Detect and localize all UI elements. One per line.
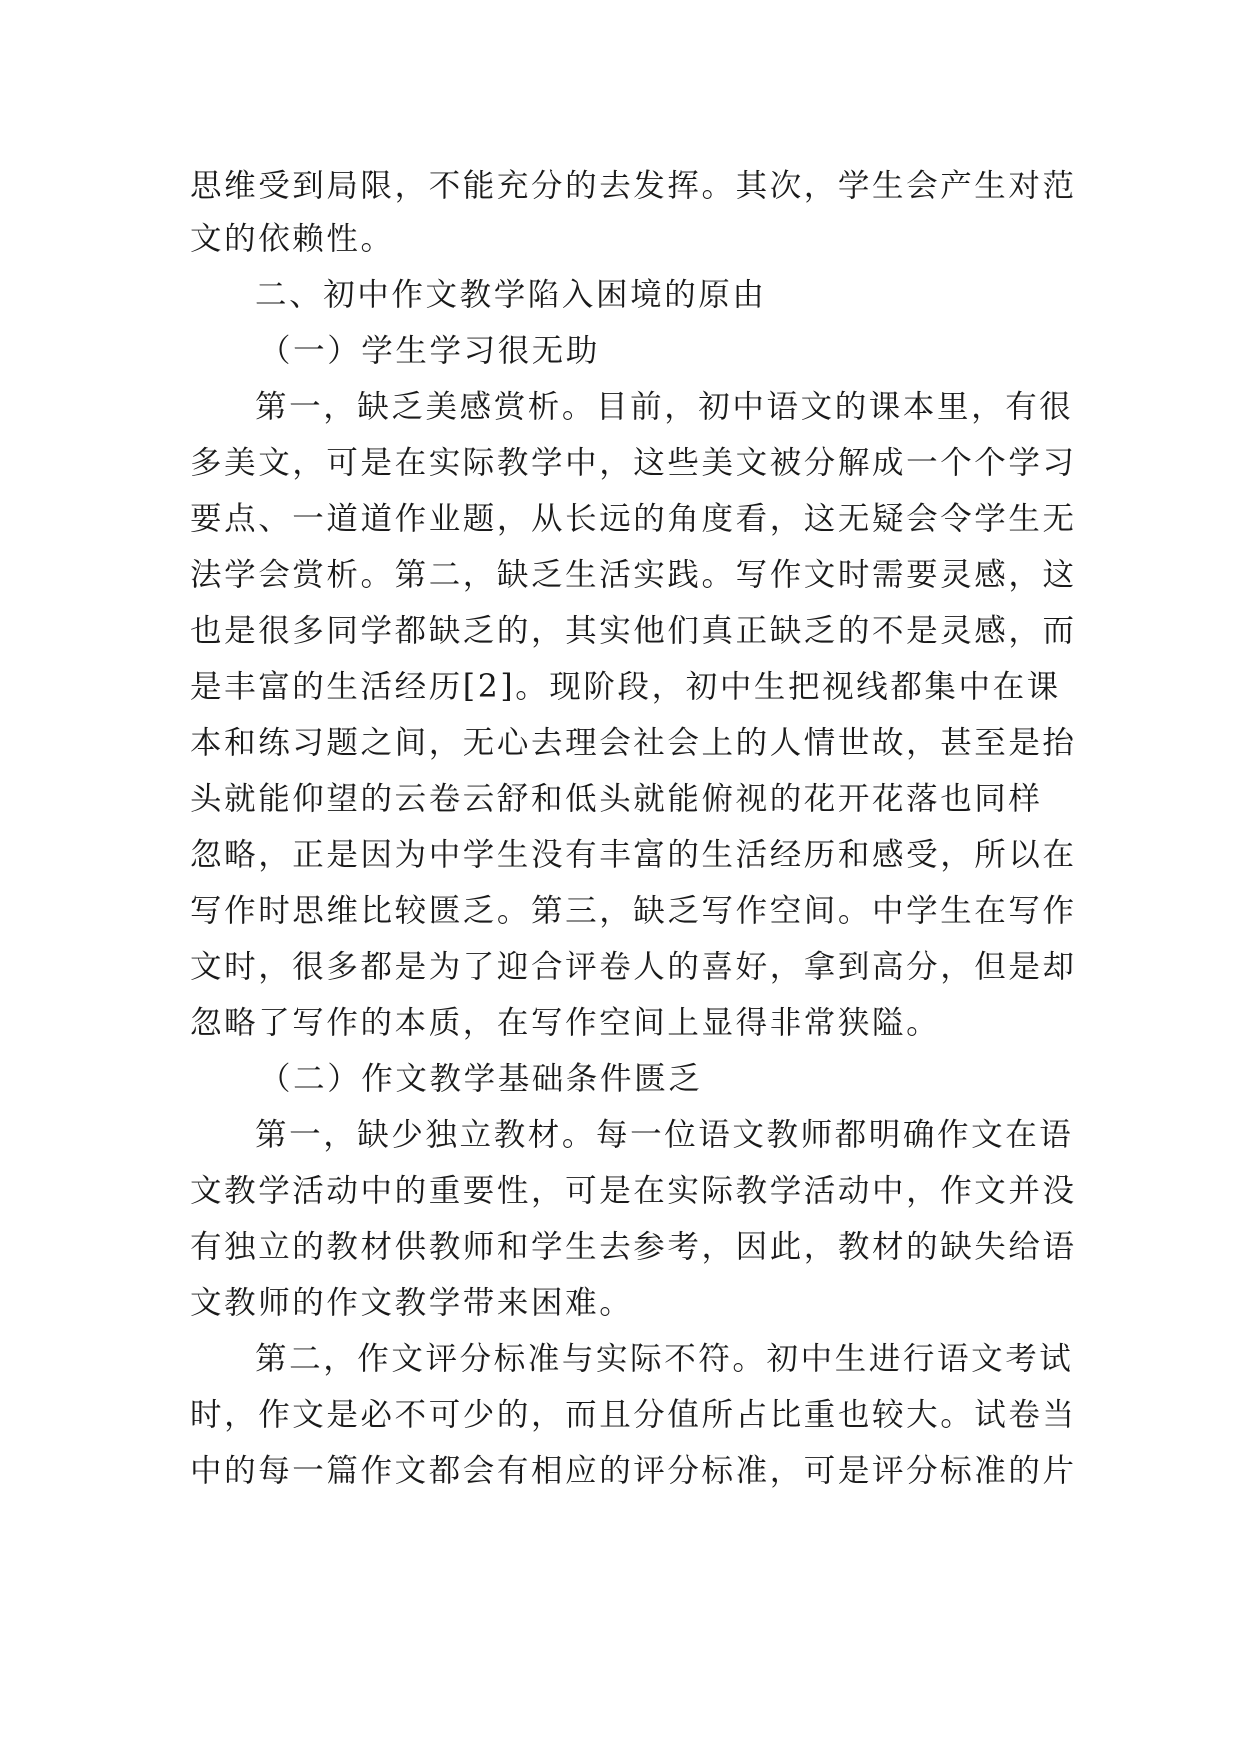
text-line: 法学会赏析。第二，缺乏生活实践。写作文时需要灵感，这 [190, 557, 1077, 593]
text-line: 多美文，可是在实际教学中，这些美文被分解成一个个学习 [190, 445, 1077, 481]
text-line: 写作时思维比较匮乏。第三，缺乏写作空间。中学生在写作 [190, 893, 1077, 929]
text-line: 是丰富的生活经历[2]。现阶段，初中生把视线都集中在课 [190, 669, 1061, 705]
text-line: 思维受到局限，不能充分的去发挥。其次，学生会产生对范 [190, 168, 1077, 204]
text-line: 第二，作文评分标准与实际不符。初中生进行语文考试 [255, 1341, 1074, 1377]
text-line: 本和练习题之间，无心去理会社会上的人情世故，甚至是抬 [190, 725, 1077, 761]
text-line: 文教师的作文教学带来困难。 [190, 1285, 634, 1321]
text-line: 文时，很多都是为了迎合评卷人的喜好，拿到高分，但是却 [190, 949, 1077, 985]
text-line: 时，作文是必不可少的，而且分值所占比重也较大。试卷当 [190, 1397, 1077, 1433]
subsection-heading: （二）作文教学基础条件匮乏 [259, 1061, 703, 1097]
subsection-heading: （一）学生学习很无助 [259, 333, 601, 369]
text-line: 忽略了写作的本质，在写作空间上显得非常狭隘。 [190, 1005, 941, 1041]
text-line: 第一，缺少独立教材。每一位语文教师都明确作文在语 [255, 1117, 1074, 1153]
text-line: 有独立的教材供教师和学生去参考，因此，教材的缺失给语 [190, 1229, 1077, 1265]
text-line: 头就能仰望的云卷云舒和低头就能俯视的花开花落也同样 [190, 781, 1043, 817]
text-line: 文教学活动中的重要性，可是在实际教学活动中，作文并没 [190, 1173, 1077, 1209]
text-line: 也是很多同学都缺乏的，其实他们真正缺乏的不是灵感，而 [190, 613, 1077, 649]
text-line: 要点、一道道作业题，从长远的角度看，这无疑会令学生无 [190, 501, 1077, 537]
text-line: 忽略，正是因为中学生没有丰富的生活经历和感受，所以在 [190, 837, 1077, 873]
text-line: 中的每一篇作文都会有相应的评分标准，可是评分标准的片 [190, 1453, 1077, 1489]
text-line: 第一，缺乏美感赏析。目前，初中语文的课本里，有很 [255, 389, 1074, 425]
text-line: 文的依赖性。 [190, 221, 395, 257]
section-heading: 二、初中作文教学陷入困境的原由 [255, 277, 767, 313]
